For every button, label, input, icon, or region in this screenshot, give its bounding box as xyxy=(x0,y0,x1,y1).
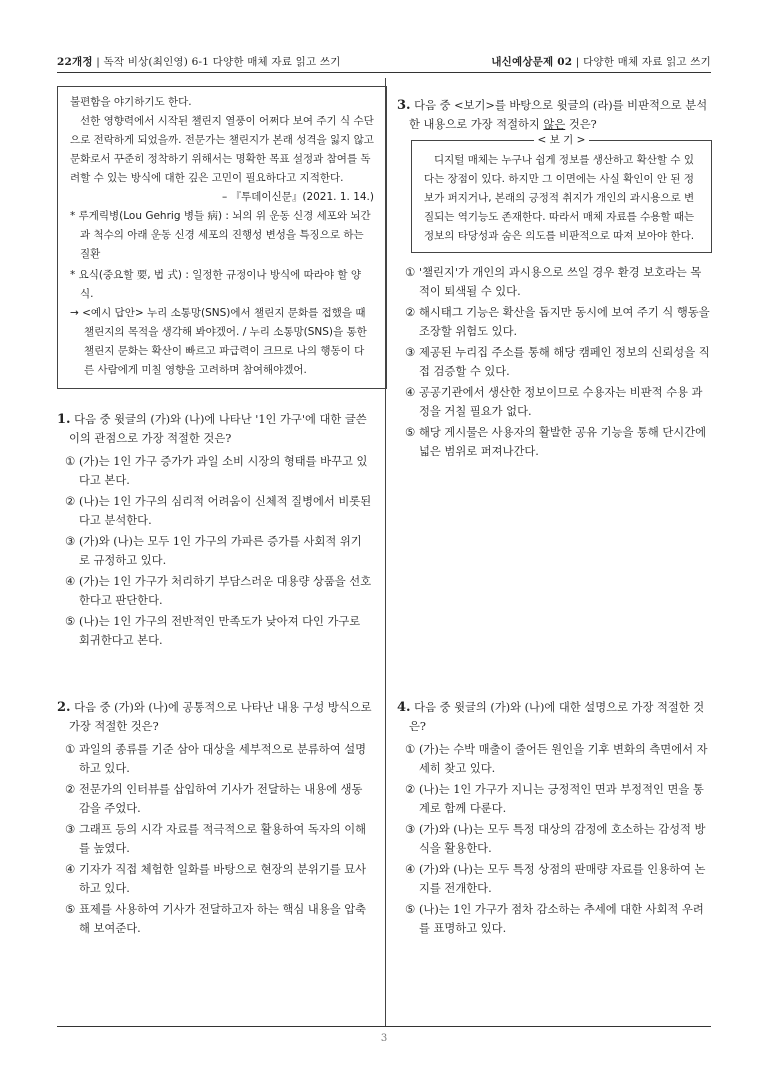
question-text: 다음 중 윗글의 (가)와 (나)에 대한 설명으로 가장 적절한 것은? xyxy=(409,701,705,733)
option-4[interactable] xyxy=(61,860,372,898)
option-text: (가)는 1인 가구가 처리하기 부담스러운 대용량 상품을 선호한다고 판단한다. xyxy=(79,575,372,607)
question-number: 2. xyxy=(57,700,71,715)
question-number: 3. xyxy=(397,98,411,113)
bogi-label-text: < 보 기 > xyxy=(534,134,590,146)
option-text: 제공된 누리집 주소를 통해 해당 캠페인 정보의 신뢰성을 직접 검증할 수 있다. xyxy=(419,346,710,378)
example-answer: → <예시 답안> 누리 소통망(SNS)에서 챌린지 문화를 접했을 때 챌린지의 목적을 생각해 봐야겠어. / 누리 소통망(SNS)을 통한 챌린지 문화는 확산이 빠르고 파급력이 크므로 나의 행동이 다른 사람에게 미칠 영향을 고려하며 참여해야겠어. xyxy=(70,307,367,376)
option-text: 기자가 직접 체험한 일화를 바탕으로 현장의 분위기를 묘사하고 있다. xyxy=(79,863,367,895)
option-text: (나)는 1인 가구의 전반적인 만족도가 낮아져 다인 가구로 회귀한다고 본다. xyxy=(79,615,361,647)
option-mark: ② xyxy=(65,495,76,508)
option-2[interactable] xyxy=(61,780,372,818)
header-grade: 22개정 xyxy=(57,56,93,68)
option-mark: ② xyxy=(405,783,416,796)
option-1[interactable] xyxy=(401,263,712,301)
option-mark: ① xyxy=(65,743,76,756)
option-mark: ④ xyxy=(65,863,76,876)
option-1[interactable] xyxy=(61,452,372,490)
bogi-text: 디지털 매체는 누구나 쉽게 정보를 생산하고 확산할 수 있다는 장점이 있다. 하지만 그 이면에는 사실 확인이 안 된 정보가 퍼지거나, 본래의 긍정적 취지가 개인의 과시용으로 변질되는 역기능도 존재한다. 따라서 매체 자료를 수용할 때는 정보의 타당성과 숨은 의도를 비판적으로 따져 보아야 한다. xyxy=(424,154,695,242)
page-header xyxy=(57,50,711,72)
option-text: (나)는 1인 가구가 지니는 긍정적인 면과 부정적인 면을 통계로 함께 다룬다. xyxy=(419,783,704,815)
option-text: 해당 게시물은 사용자의 활발한 공유 기능을 통해 단시간에 넓은 범위로 퍼져나간다. xyxy=(419,426,707,458)
question-stem xyxy=(57,698,372,736)
question-number: 4. xyxy=(397,700,411,715)
option-mark: ① xyxy=(405,743,416,756)
option-3[interactable] xyxy=(401,343,712,381)
footer-divider xyxy=(57,1026,711,1027)
option-4[interactable] xyxy=(61,572,372,610)
option-text: (가)와 (나)는 모두 1인 가구의 가파른 증가를 사회적 위기로 규정하고 있다. xyxy=(79,535,362,567)
question-3 xyxy=(397,96,712,463)
option-text: (가)와 (나)는 모두 특정 상점의 판매량 자료를 인용하여 논지를 전개한다. xyxy=(419,863,706,895)
option-2[interactable] xyxy=(61,492,372,530)
option-text: (가)와 (나)는 모두 특정 대상의 감정에 호소하는 감성적 방식을 활용한다. xyxy=(419,823,706,855)
passage-source: – 『투데이신문』(2021. 1. 14.) xyxy=(222,191,374,203)
question-stem xyxy=(397,96,712,134)
question-2 xyxy=(57,698,372,940)
option-mark: ② xyxy=(405,306,416,319)
question-emphasis: 않은 xyxy=(543,118,566,131)
bogi-box xyxy=(411,134,712,253)
option-mark: ① xyxy=(65,455,76,468)
page-number: 3 xyxy=(380,1033,388,1044)
option-mark: ④ xyxy=(405,863,416,876)
option-5[interactable] xyxy=(61,900,372,938)
option-1[interactable] xyxy=(401,740,712,778)
option-mark: ④ xyxy=(405,386,416,399)
question-text: 다음 중 <보기>를 바탕으로 윗글의 (라)를 비판적으로 분석한 내용으로 가장 적절하지 xyxy=(409,99,708,131)
option-text: 표제를 사용하여 기사가 전달하고자 하는 핵심 내용을 압축해 보여준다. xyxy=(79,903,367,935)
option-text: 그래프 등의 시각 자료를 적극적으로 활용하여 독자의 이해를 높였다. xyxy=(79,823,367,855)
option-3[interactable] xyxy=(61,820,372,858)
option-4[interactable] xyxy=(401,860,712,898)
question-number: 1. xyxy=(57,412,71,427)
option-mark: ③ xyxy=(405,346,416,359)
option-mark: ③ xyxy=(65,823,76,836)
option-5[interactable] xyxy=(401,423,712,461)
option-3[interactable] xyxy=(61,532,372,570)
option-3[interactable] xyxy=(401,820,712,858)
option-4[interactable] xyxy=(401,383,712,421)
question-stem xyxy=(57,410,372,448)
passage-paragraph: 선한 영향력에서 시작된 챌린지 열풍이 어쩌다 보여 주기 식 수단으로 전락하게 되었을까. 전문가는 챌린지가 본래 성격을 잃지 않고 문화로서 꾸준히 정착하기 위해서는 명확한 목표 설정과 참여를 독려할 수 있는 방식에 대한 깊은 고민이 필요하다고 지적한다. xyxy=(70,115,374,184)
question-4 xyxy=(397,698,712,940)
option-2[interactable] xyxy=(401,303,712,341)
header-unit: | 다양한 매체 자료 읽고 쓰기 xyxy=(575,56,711,68)
option-text: 과일의 종류를 기준 삼아 대상을 세부적으로 분류하여 설명하고 있다. xyxy=(79,743,367,775)
option-mark: ⑤ xyxy=(65,615,76,628)
option-mark: ④ xyxy=(65,575,76,588)
header-course: | 독작 비상(최인영) 6-1 다양한 매체 자료 읽고 쓰기 xyxy=(96,56,341,68)
footnote-yosik: * 요식(중요할 要, 법 式) : 일정한 규정이나 방식에 따라야 할 양식. xyxy=(70,269,362,300)
header-divider xyxy=(57,72,711,73)
option-5[interactable] xyxy=(61,612,372,650)
option-text: (가)는 수박 매출이 줄어든 원인을 기후 변화의 측면에서 자세히 찾고 있다. xyxy=(419,743,708,775)
option-5[interactable] xyxy=(401,900,712,938)
option-text: '챌린지'가 개인의 과시용으로 쓰일 경우 환경 보호라는 목적이 퇴색될 수 있다. xyxy=(419,266,702,298)
option-text: 전문가의 인터뷰를 삽입하여 기사가 전달하는 내용에 생동감을 주었다. xyxy=(79,783,363,815)
question-stem xyxy=(397,698,712,736)
footnote-lou-gehrig: * 루게릭병(Lou Gehrig 병들 病) : 뇌의 위 운동 신경 세포와 뇌간과 척수의 아래 운동 신경 세포의 진행성 변성을 특징으로 하는 질환 xyxy=(70,210,371,260)
option-mark: ⑤ xyxy=(65,903,76,916)
question-text: 다음 중 윗글의 (가)와 (나)에 나타난 '1인 가구'에 대한 글쓴이의 관점으로 가장 적절한 것은? xyxy=(69,413,367,445)
option-1[interactable] xyxy=(61,740,372,778)
option-mark: ① xyxy=(405,266,416,279)
header-left xyxy=(57,54,341,69)
option-text: (가)는 1인 가구 증가가 과일 소비 시장의 형태를 바꾸고 있다고 본다. xyxy=(79,455,368,487)
question-text: 다음 중 (가)와 (나)에 공통적으로 나타난 내용 구성 방식으로 가장 적절한 것은? xyxy=(69,701,372,733)
option-text: 공공기관에서 생산한 정보이므로 수용자는 비판적 수용 과정을 거칠 필요가 없다. xyxy=(419,386,703,418)
passage-box xyxy=(57,86,387,389)
option-2[interactable] xyxy=(401,780,712,818)
question-1 xyxy=(57,410,372,652)
question-text-end: 것은? xyxy=(565,118,597,131)
option-mark: ③ xyxy=(405,823,416,836)
option-text: (나)는 1인 가구의 심리적 어려움이 신체적 질병에서 비롯된다고 분석한다. xyxy=(79,495,372,527)
option-text: (나)는 1인 가구가 점차 감소하는 추세에 대한 사회적 우려를 표명하고 있다. xyxy=(419,903,704,935)
option-text: 해시태그 기능은 확산을 돕지만 동시에 보여 주기 식 행동을 조장할 위험도 있다. xyxy=(419,306,710,338)
option-mark: ③ xyxy=(65,535,76,548)
passage-line: 불편함을 야기하기도 한다. xyxy=(70,96,192,108)
bogi-label xyxy=(412,132,711,148)
header-right xyxy=(491,54,711,69)
option-mark: ② xyxy=(65,783,76,796)
option-mark: ⑤ xyxy=(405,426,416,439)
option-mark: ⑤ xyxy=(405,903,416,916)
header-exam-title: 내신예상문제 02 xyxy=(491,56,573,68)
